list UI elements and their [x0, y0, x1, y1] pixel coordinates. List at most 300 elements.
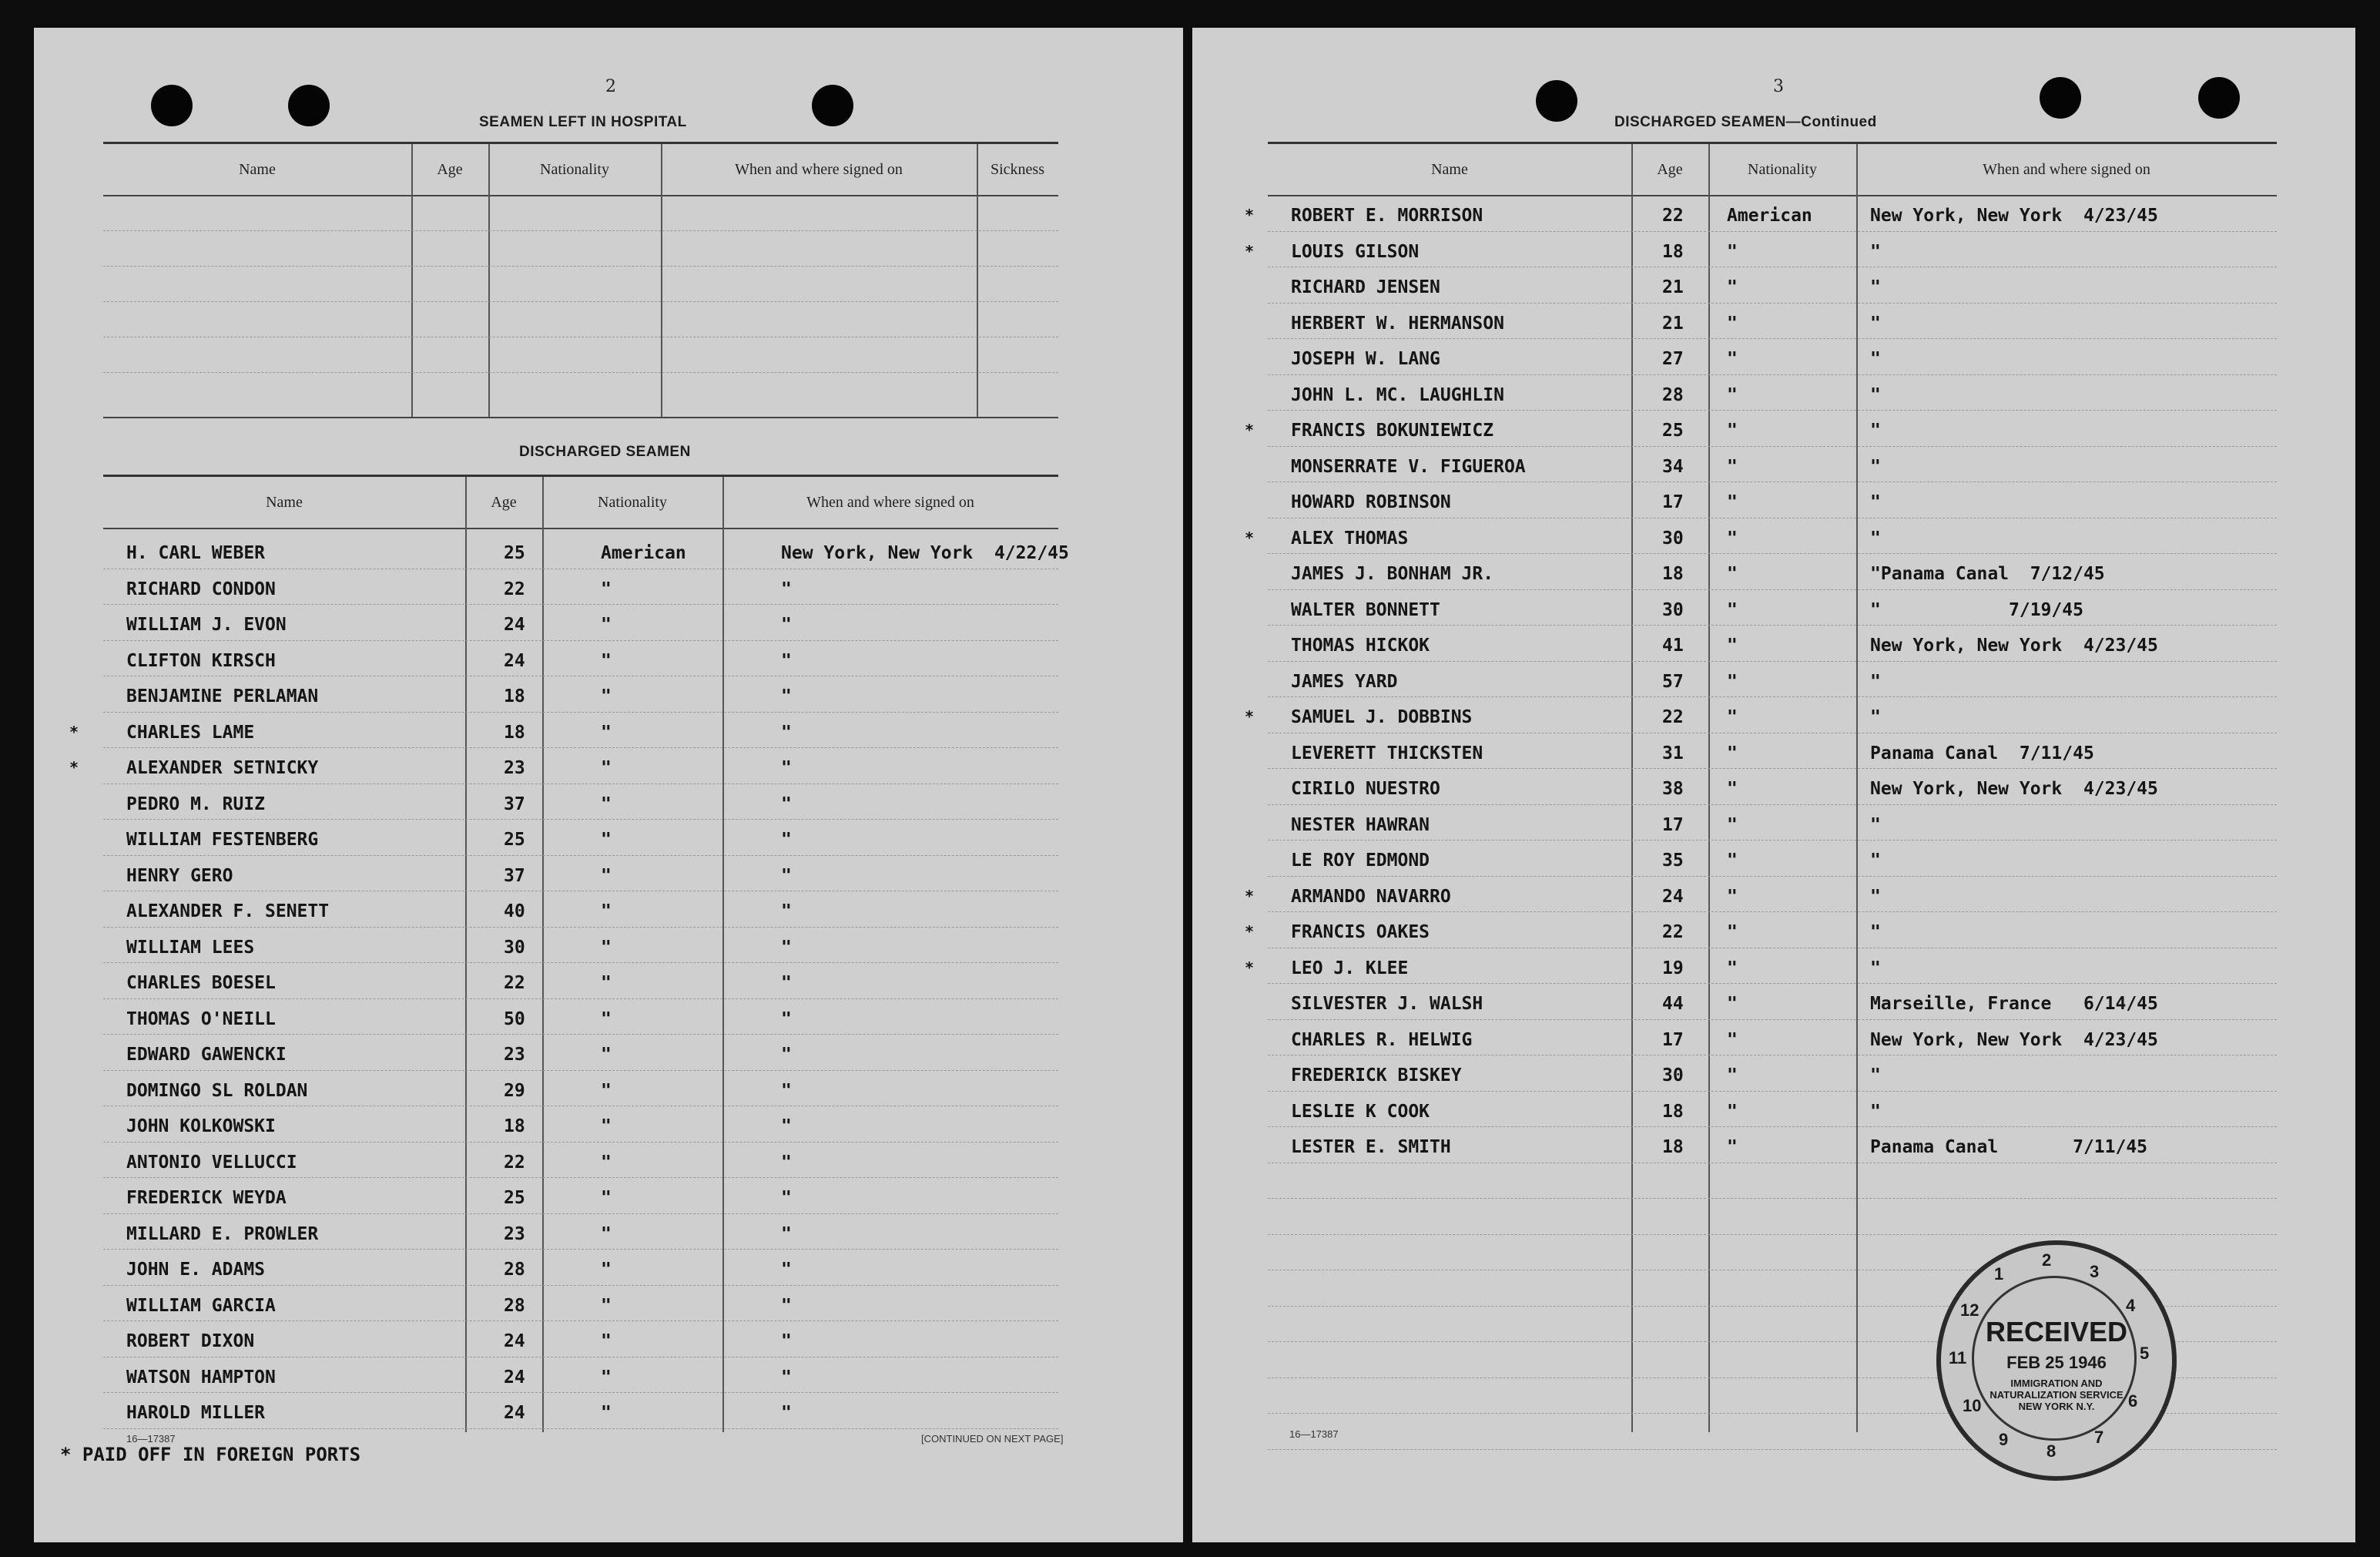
stamp-number: 6 [2128, 1391, 2138, 1411]
signed-on: New York, New York 4/23/45 [1870, 779, 2158, 799]
seaman-nationality: " [601, 650, 612, 671]
stamp-number: 11 [1949, 1348, 1967, 1367]
table-row [1268, 983, 2277, 1018]
seaman-age: 18 [1662, 1101, 1684, 1122]
signed-on: " [781, 1116, 792, 1136]
seaman-name: RICHARD CONDON [126, 579, 276, 599]
table-row [1245, 410, 2277, 445]
seaman-nationality: " [601, 1403, 612, 1423]
table-row [1268, 374, 2277, 410]
continued-note: [CONTINUED ON NEXT PAGE] [921, 1433, 1064, 1445]
signed-on: " [1870, 707, 1881, 727]
seaman-nationality: " [1727, 528, 1738, 549]
seaman-name: HENRY GERO [126, 865, 233, 886]
signed-on: " [1870, 241, 1881, 262]
seaman-nationality: " [601, 1331, 612, 1351]
table-row [103, 532, 1069, 568]
table-row [1245, 696, 2277, 732]
column-header-nationality: Nationality [598, 493, 667, 511]
signed-on: " [1870, 886, 1881, 907]
seaman-nationality: " [1727, 349, 1738, 369]
seaman-age: 22 [1662, 206, 1684, 226]
signed-on: " [1870, 313, 1881, 334]
punch-hole [151, 85, 193, 126]
footnote-marker: * [1245, 421, 1255, 439]
seaman-name: LESTER E. SMITH [1291, 1137, 1451, 1157]
table-row [103, 1357, 1058, 1392]
seaman-name: CHARLES BOESEL [126, 973, 276, 993]
seaman-age: 18 [1662, 1137, 1684, 1157]
seaman-name: HERBERT W. HERMANSON [1291, 313, 1504, 334]
table-row [1268, 303, 2277, 338]
signed-on: Marseille, France 6/14/45 [1870, 994, 2158, 1014]
signed-on: " [781, 830, 792, 850]
seaman-name: WILLIAM LEES [126, 937, 255, 958]
seaman-name: FRANCIS BOKUNIEWICZ [1291, 421, 1494, 441]
seaman-age: 28 [1662, 384, 1684, 405]
signed-on: " [1870, 421, 1881, 441]
footnote-marker: * [1245, 206, 1255, 224]
seaman-age: 37 [504, 865, 525, 886]
seaman-name: PEDRO M. RUIZ [126, 794, 266, 814]
table-row [1268, 1126, 2277, 1162]
stamp-number: 7 [2094, 1428, 2104, 1447]
seaman-age: 18 [504, 686, 525, 706]
seaman-nationality: " [1727, 743, 1738, 763]
seaman-age: 18 [504, 1116, 525, 1136]
table-row [103, 1392, 1058, 1428]
table-row [1245, 876, 2277, 911]
seaman-name: ANTONIO VELLUCCI [126, 1152, 297, 1173]
table-row [103, 927, 1058, 962]
seaman-nationality: " [601, 1260, 612, 1280]
discharged-continued-header [1268, 144, 2277, 196]
seaman-age: 25 [504, 830, 525, 850]
seaman-age: 25 [504, 1188, 525, 1208]
seaman-nationality: " [1727, 456, 1738, 477]
seaman-name: WATSON HAMPTON [126, 1367, 276, 1388]
seaman-nationality: " [1727, 994, 1738, 1014]
seaman-name: DOMINGO SL ROLDAN [126, 1080, 308, 1101]
signed-on: " [781, 686, 792, 706]
seaman-age: 24 [1662, 886, 1684, 907]
seaman-nationality: " [1727, 277, 1738, 297]
seaman-nationality: " [1727, 384, 1738, 405]
signed-on: " [1870, 492, 1881, 512]
seaman-age: 24 [504, 1331, 525, 1351]
footnote-marker: * [1245, 958, 1255, 977]
table-row [1268, 1019, 2277, 1055]
seaman-nationality: " [601, 973, 612, 993]
seaman-nationality: " [601, 686, 612, 706]
seaman-name: NESTER HAWRAN [1291, 814, 1430, 835]
table-row [1268, 553, 2277, 589]
seaman-name: FRANCIS OAKES [1291, 922, 1430, 942]
discharged-continued-table [1245, 142, 2277, 1432]
seaman-name: JAMES YARD [1291, 671, 1398, 692]
signed-on: " [1870, 814, 1881, 835]
seaman-age: 24 [504, 1367, 525, 1388]
seaman-nationality: " [1727, 922, 1738, 942]
seaman-nationality: " [601, 1152, 612, 1173]
form-number: 16—17387 [1289, 1428, 1339, 1440]
seaman-nationality: " [601, 1367, 612, 1388]
seaman-age: 23 [504, 758, 525, 778]
received-stamp [1936, 1240, 2177, 1481]
column-header-age: Age [1657, 160, 1683, 178]
seaman-name: CHARLES LAME [126, 722, 255, 743]
seaman-name: CLIFTON KIRSCH [126, 650, 276, 671]
seaman-nationality: " [1727, 1065, 1738, 1086]
signed-on: " [1870, 384, 1881, 405]
table-row [103, 1106, 1058, 1141]
seaman-age: 17 [1662, 492, 1684, 512]
seaman-age: 38 [1662, 779, 1684, 799]
stamp-date: FEB 25 1946 [2006, 1353, 2107, 1372]
table-row [1268, 733, 2277, 768]
stamp-number: 9 [1999, 1430, 2009, 1449]
hospital-section-title: SEAMEN LEFT IN HOSPITAL [479, 114, 687, 130]
seaman-name: LE ROY EDMOND [1291, 851, 1430, 871]
row-rule [1268, 1234, 2277, 1235]
table-row [103, 855, 1058, 891]
table-row [1268, 446, 2277, 482]
signed-on: " 7/19/45 [1870, 599, 2083, 620]
page-number: 3 [1773, 77, 1784, 96]
form-number: 16—17387 [126, 1433, 176, 1445]
seaman-nationality: " [1727, 1101, 1738, 1122]
seaman-nationality: " [601, 758, 612, 778]
seaman-name: MONSERRATE V. FIGUEROA [1291, 456, 1526, 477]
table-row [103, 1285, 1058, 1320]
seaman-name: LOUIS GILSON [1291, 241, 1420, 262]
footnote-marker: * [1245, 886, 1255, 905]
left-page [34, 28, 1183, 1542]
table-row [103, 640, 1058, 676]
stamp-number: 4 [2126, 1296, 2136, 1315]
signed-on: New York, New York 4/22/45 [781, 543, 1069, 563]
seaman-age: 24 [504, 1403, 525, 1423]
row-rule [103, 1428, 1058, 1429]
seaman-name: WALTER BONNETT [1291, 599, 1440, 620]
seaman-age: 22 [1662, 707, 1684, 727]
stamp-number: 1 [1994, 1264, 2004, 1284]
seaman-age: 22 [1662, 922, 1684, 942]
footnote: * PAID OFF IN FOREIGN PORTS [60, 1444, 361, 1465]
seaman-nationality: American [1727, 206, 1812, 226]
seaman-nationality: " [601, 794, 612, 814]
seaman-name: WILLIAM GARCIA [126, 1295, 276, 1316]
signed-on: " [781, 1295, 792, 1316]
seaman-name: FREDERICK BISKEY [1291, 1065, 1462, 1086]
signed-on: " [1870, 851, 1881, 871]
column-header-age: Age [491, 493, 517, 511]
table-row [103, 962, 1058, 998]
signed-on: " [781, 1223, 792, 1244]
signed-on: " [1870, 1101, 1881, 1122]
table-row [1268, 840, 2277, 875]
signed-on: " [1870, 671, 1881, 692]
seaman-nationality: " [1727, 671, 1738, 692]
footnote-marker: * [1245, 528, 1255, 547]
column-header-nationality: Nationality [540, 160, 609, 178]
seaman-nationality: " [1727, 241, 1738, 262]
seaman-nationality: " [601, 1045, 612, 1065]
signed-on: " [1870, 958, 1881, 978]
seaman-name: BENJAMINE PERLAMAN [126, 686, 319, 706]
signed-on: " [781, 794, 792, 814]
table-row [1245, 195, 2277, 230]
seaman-name: JOSEPH W. LANG [1291, 349, 1440, 369]
seaman-nationality: " [1727, 313, 1738, 334]
seaman-nationality: " [601, 901, 612, 921]
seaman-nationality: " [1727, 636, 1738, 656]
seaman-nationality: " [1727, 779, 1738, 799]
seaman-age: 50 [504, 1008, 525, 1029]
table-row [1268, 482, 2277, 517]
seaman-nationality: " [1727, 564, 1738, 584]
signed-on: Panama Canal 7/11/45 [1870, 1137, 2148, 1157]
seaman-nationality: " [1727, 707, 1738, 727]
table-row [69, 712, 1058, 747]
signed-on: " [781, 758, 792, 778]
seaman-nationality: " [1727, 421, 1738, 441]
signed-on: "Panama Canal 7/12/45 [1870, 564, 2105, 584]
table-row [103, 1320, 1058, 1356]
right-page [1192, 28, 2355, 1542]
seaman-age: 23 [504, 1223, 525, 1244]
seaman-name: CHARLES R. HELWIG [1291, 1029, 1473, 1050]
seaman-name: THOMAS HICKOK [1291, 636, 1430, 656]
seaman-age: 22 [504, 1152, 525, 1173]
seaman-age: 24 [504, 615, 525, 635]
signed-on: " [781, 615, 792, 635]
seaman-name: WILLIAM FESTENBERG [126, 830, 319, 850]
signed-on: " [781, 973, 792, 993]
signed-on: " [781, 1045, 792, 1065]
seaman-nationality: " [1727, 492, 1738, 512]
stamp-number: 12 [1960, 1300, 1979, 1320]
signed-on: " [1870, 922, 1881, 942]
right-section-title: DISCHARGED SEAMEN—Continued [1614, 114, 1877, 130]
seaman-name: ROBERT DIXON [126, 1331, 255, 1351]
signed-on: " [1870, 1065, 1881, 1086]
table-row [1268, 768, 2277, 804]
signed-on: " [781, 1080, 792, 1101]
seaman-age: 27 [1662, 349, 1684, 369]
table-row [103, 1142, 1058, 1177]
signed-on: " [781, 1188, 792, 1208]
table-row [103, 819, 1058, 854]
seaman-age: 17 [1662, 1029, 1684, 1050]
seaman-name: SILVESTER J. WALSH [1291, 994, 1483, 1014]
seaman-nationality: " [1727, 851, 1738, 871]
table-row [1245, 231, 2277, 267]
signed-on: " [781, 1152, 792, 1173]
table-row [103, 604, 1058, 639]
signed-on: " [781, 722, 792, 743]
seaman-name: LEVERETT THICKSTEN [1291, 743, 1483, 763]
footnote-marker: * [1245, 707, 1255, 726]
seaman-age: 40 [504, 901, 525, 921]
stamp-number: 10 [1963, 1396, 1982, 1415]
table-row [103, 569, 1058, 604]
seaman-age: 18 [1662, 241, 1684, 262]
table-row [1268, 338, 2277, 374]
seaman-name: CIRILO NUESTRO [1291, 779, 1440, 799]
hospital-table [103, 142, 1058, 418]
stamp-number: 3 [2090, 1262, 2100, 1281]
seaman-age: 44 [1662, 994, 1684, 1014]
seaman-age: 28 [504, 1295, 525, 1316]
seaman-age: 28 [504, 1260, 525, 1280]
table-row [103, 891, 1058, 926]
footnote-marker: * [69, 722, 79, 741]
table-row [1245, 518, 2277, 553]
punch-hole [288, 85, 330, 126]
signed-on: " [781, 865, 792, 886]
table-row [103, 1177, 1058, 1213]
seaman-age: 17 [1662, 814, 1684, 835]
seaman-age: 30 [504, 937, 525, 958]
signed-on: " [781, 1367, 792, 1388]
seaman-name: RICHARD JENSEN [1291, 277, 1440, 297]
table-row [1268, 589, 2277, 625]
signed-on: New York, New York 4/23/45 [1870, 1029, 2158, 1050]
signed-on: Panama Canal 7/11/45 [1870, 743, 2094, 763]
seaman-age: 57 [1662, 671, 1684, 692]
seaman-nationality: " [601, 865, 612, 886]
seaman-age: 25 [1662, 421, 1684, 441]
seaman-name: ARMANDO NAVARRO [1291, 886, 1451, 907]
seaman-name: ALEXANDER SETNICKY [126, 758, 319, 778]
seaman-age: 21 [1662, 313, 1684, 334]
stamp-number: 8 [2046, 1441, 2057, 1461]
table-row [1268, 661, 2277, 696]
signed-on: " [1870, 349, 1881, 369]
signed-on: " [781, 1260, 792, 1280]
column-header-age: Age [437, 160, 463, 178]
seaman-age: 30 [1662, 528, 1684, 549]
signed-on: " [1870, 528, 1881, 549]
table-row [103, 998, 1058, 1034]
signed-on: " [781, 901, 792, 921]
seaman-nationality: " [1727, 599, 1738, 620]
table-row [1268, 625, 2277, 660]
seaman-name: JOHN E. ADAMS [126, 1260, 266, 1280]
seaman-name: ROBERT E. MORRISON [1291, 206, 1483, 226]
seaman-name: SAMUEL J. DOBBINS [1291, 707, 1473, 727]
seaman-age: 22 [504, 579, 525, 599]
discharged-table [69, 475, 1069, 1432]
stamp-received-text: RECEIVED [1985, 1316, 2128, 1347]
table-row [103, 676, 1058, 711]
column-header-signed-on: When and where signed on [1983, 160, 2150, 178]
punch-hole [1536, 80, 1577, 122]
signed-on: " [781, 579, 792, 599]
table-row [1268, 1055, 2277, 1090]
page-number: 2 [605, 77, 616, 96]
seaman-nationality: " [1727, 1137, 1738, 1157]
footnote-marker: * [1245, 922, 1255, 941]
seaman-name: JOHN KOLKOWSKI [126, 1116, 276, 1136]
seaman-age: 18 [1662, 564, 1684, 584]
seaman-age: 37 [504, 794, 525, 814]
seaman-name: LEO J. KLEE [1291, 958, 1409, 978]
table-row [69, 747, 1058, 783]
seaman-age: 35 [1662, 851, 1684, 871]
seaman-nationality: " [1727, 814, 1738, 835]
seaman-age: 31 [1662, 743, 1684, 763]
seaman-age: 29 [504, 1080, 525, 1101]
seaman-age: 23 [504, 1045, 525, 1065]
stamp-service: IMMIGRATION AND NATURALIZATION SERVICE NEW YORK N.Y. [1989, 1377, 2124, 1412]
seaman-nationality: " [601, 1116, 612, 1136]
discharged-table-header [103, 477, 1058, 529]
table-row [1245, 948, 2277, 983]
seaman-name: HOWARD ROBINSON [1291, 492, 1451, 512]
seaman-nationality: " [1727, 958, 1738, 978]
seaman-age: 41 [1662, 636, 1684, 656]
seaman-nationality: " [601, 722, 612, 743]
seaman-name: ALEX THOMAS [1291, 528, 1409, 549]
seaman-age: 30 [1662, 1065, 1684, 1086]
seaman-name: JOHN L. MC. LAUGHLIN [1291, 384, 1504, 405]
table-row [1268, 267, 2277, 302]
signed-on: " [781, 1403, 792, 1423]
signed-on: " [781, 650, 792, 671]
column-header-name: Name [266, 493, 303, 511]
table-row [103, 1213, 1058, 1249]
seaman-name: EDWARD GAWENCKI [126, 1045, 287, 1065]
seaman-name: MILLARD E. PROWLER [126, 1223, 319, 1244]
footnote-marker: * [69, 758, 79, 777]
seaman-nationality: " [601, 615, 612, 635]
table-row [1245, 911, 2277, 947]
signed-on: " [781, 1008, 792, 1029]
column-header-name: Name [1431, 160, 1468, 178]
column-header-signed-on: When and where signed on [806, 493, 974, 511]
signed-on: New York, New York 4/23/45 [1870, 206, 2158, 226]
punch-hole [2040, 77, 2081, 119]
table-row [1268, 1091, 2277, 1126]
seaman-nationality: American [601, 543, 686, 563]
column-header-sickness: Sickness [991, 160, 1044, 178]
seaman-nationality: " [601, 1188, 612, 1208]
table-row [103, 1070, 1058, 1106]
seaman-age: 25 [504, 543, 525, 563]
seaman-name: ALEXANDER F. SENETT [126, 901, 330, 921]
row-rule [1268, 1198, 2277, 1199]
seaman-nationality: " [601, 830, 612, 850]
seaman-nationality: " [601, 937, 612, 958]
table-row [103, 1034, 1058, 1069]
seaman-name: WILLIAM J. EVON [126, 615, 287, 635]
column-header-name: Name [239, 160, 276, 178]
seaman-nationality: " [1727, 886, 1738, 907]
seaman-age: 22 [504, 973, 525, 993]
seaman-nationality: " [601, 1295, 612, 1316]
signed-on: " [1870, 277, 1881, 297]
table-row [103, 784, 1058, 819]
signed-on: " [781, 1331, 792, 1351]
seaman-nationality: " [1727, 1029, 1738, 1050]
table-row [1268, 804, 2277, 840]
discharged-section-title: DISCHARGED SEAMEN [519, 444, 691, 460]
seaman-nationality: " [601, 579, 612, 599]
column-header-signed-on: When and where signed on [735, 160, 903, 178]
seaman-age: 24 [504, 650, 525, 671]
